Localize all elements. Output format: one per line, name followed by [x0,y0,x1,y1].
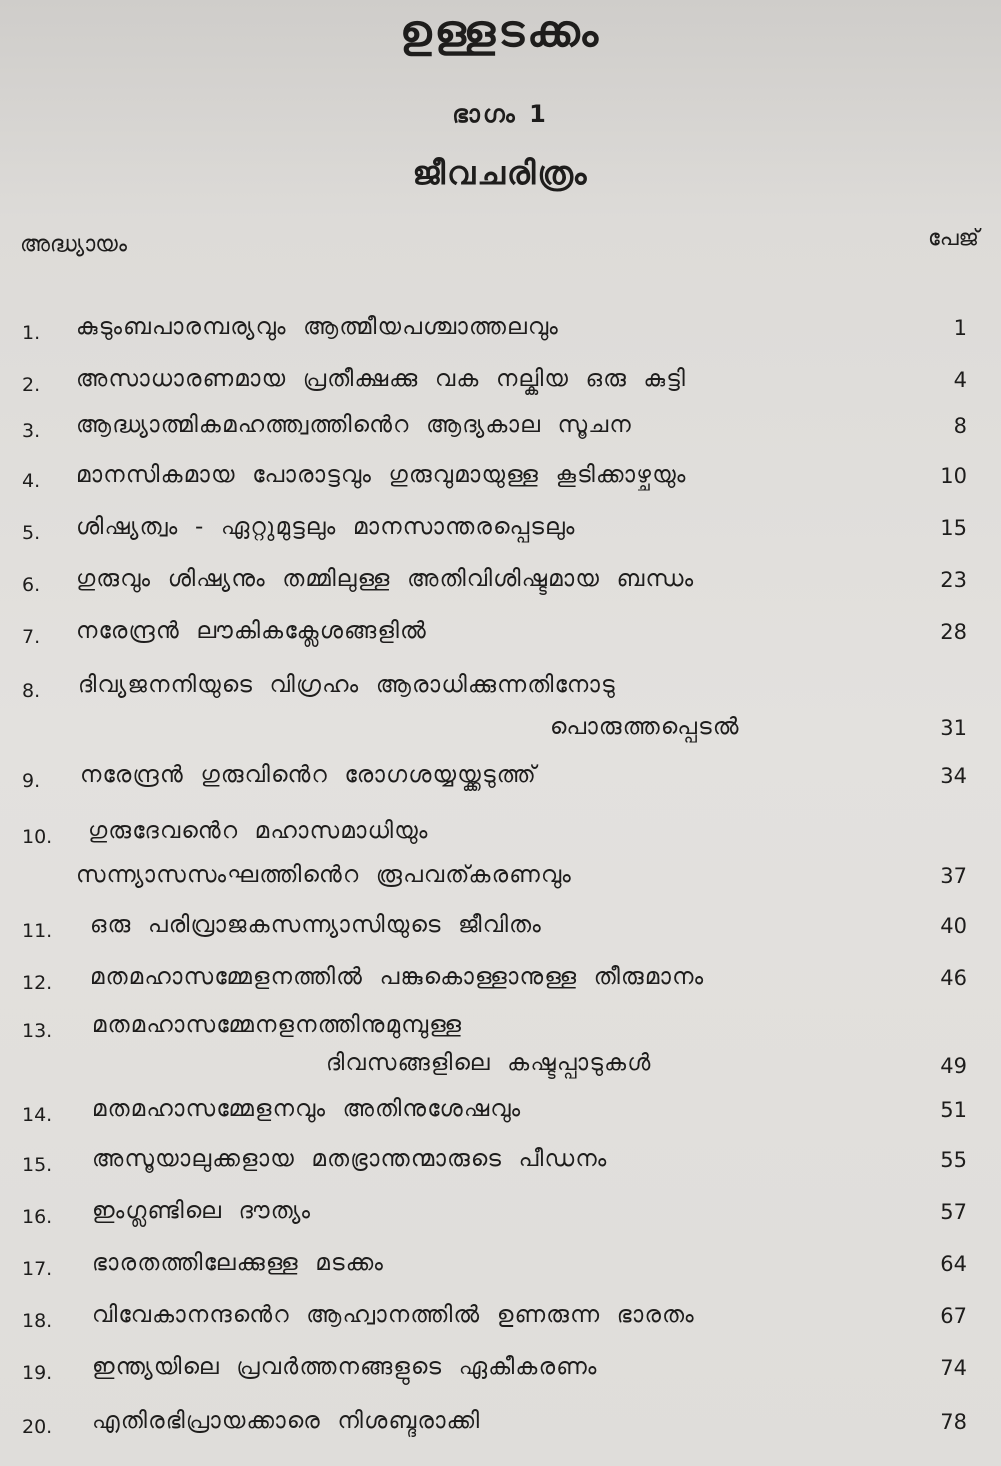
page-number: 15 [940,516,967,540]
chapter-title: അസാധാരണമായ പ്രതീക്ഷക്കു വക നല്കിയ ഒരു കുട്ടി [76,366,687,392]
toc-entry [0,566,1001,606]
chapter-title: നരേന്ദ്രൻ ഗുരുവിൻെറ രോഗശയ്യയ്ക്കടുത്ത് [80,762,537,788]
chapter-title: കുടുംബപാരമ്പര്യവും ആത്മീയപശ്ചാത്തലവും [76,314,559,340]
chapter-title-continued: ദിവസങ്ങളിലെ കഷ്ടപ്പാടുകൾ [326,1050,652,1076]
toc-entry [0,1146,1001,1186]
chapter-number: 18. [22,1310,53,1332]
chapter-title: ഗുരുദേവൻെറ മഹാസമാധിയും [88,818,429,844]
chapter-title-continued: സന്ന്യാസസംഘത്തിൻെറ രൂപവത്കരണവും [76,862,573,888]
toc-entry [0,1302,1001,1342]
page-number: 40 [940,914,967,938]
page-number: 23 [940,568,967,592]
page-number: 8 [953,414,967,438]
toc-entry [0,1096,1001,1136]
page-number: 55 [940,1148,967,1172]
page-number: 1 [953,316,967,340]
chapter-title: ഭാരതത്തിലേക്കുള്ള മടക്കം [92,1250,385,1276]
chapter-number: 20. [22,1416,53,1438]
chapter-number: 5. [22,522,41,544]
chapter-title: വിവേകാനന്ദൻെറ ആഹ്വാനത്തിൽ ഉണരുന്ന ഭാരതം [92,1302,695,1328]
chapter-title: നരേന്ദ്രൻ ലൗകികക്ലേശങ്ങളിൽ [76,618,427,644]
toc-entry [0,912,1001,952]
toc-entry [0,1354,1001,1394]
toc-entry [0,618,1001,658]
chapter-number: 9. [22,770,41,792]
toc-entry [0,462,1001,502]
chapter-title: ഇംഗ്ലണ്ടിലെ ദൗത്യം [92,1198,312,1224]
page-number: 49 [940,1054,967,1078]
chapter-number: 16. [22,1206,53,1228]
chapter-number: 11. [22,920,53,942]
chapter-number: 6. [22,574,41,596]
chapter-number: 8. [22,680,41,702]
page-number: 74 [940,1356,967,1380]
chapter-title: ശിഷ്യത്വം - ഏറ്റുമുട്ടലും മാനസാന്തരപ്പെടലും [76,514,576,540]
chapter-title: മതമഹാസമ്മേളനവും അതിനുശേഷവും [92,1096,522,1122]
chapter-title: മതമഹാസമ്മേളനത്തിൽ പങ്കുകൊള്ളാനുള്ള തീരുമാനം [90,964,705,990]
toc-entry [0,1198,1001,1238]
page-column-header: പേജ് [927,226,979,251]
chapter-number: 15. [22,1154,53,1176]
chapter-title: എതിരഭിപ്രായക്കാരെ നിശബ്ദരാക്കി [92,1408,481,1434]
chapter-number: 1. [22,322,41,344]
toc-entry [0,314,1001,354]
page-number: 46 [940,966,967,990]
section-subtitle: ജീവചരിത്രം [412,154,589,192]
page-number: 31 [940,716,967,740]
chapter-title: ഒരു പരിവ്രാജകസന്ന്യാസിയുടെ ജീവിതം [90,912,542,938]
chapter-title: ഇന്ത്യയിലെ പ്രവർത്തനങ്ങളുടെ ഏകീകരണം [92,1354,598,1380]
chapter-number: 3. [22,420,41,442]
chapter-title: ഗുരുവും ശിഷ്യനും തമ്മിലുള്ള അതിവിശിഷ്ടമായ ബന്ധം [76,566,695,592]
page-number: 64 [940,1252,967,1276]
page-number: 34 [940,764,967,788]
page-title: ഉള്ളടക്കം [399,6,602,57]
toc-entry [0,1250,1001,1290]
chapter-title: മാനസികമായ പോരാട്ടവും ഗുരുവുമായുള്ള കൂടിക്കാഴ്ചയും [76,462,687,488]
chapter-title: മതമഹാസമ്മേനളനത്തിനുമുമ്പുള്ള [92,1012,463,1038]
toc-entry [0,1408,1001,1448]
page-number: 78 [940,1410,967,1434]
chapter-number: 10. [22,826,53,848]
chapter-number: 17. [22,1258,53,1280]
toc-entry [0,818,1001,902]
chapter-title-continued: പൊരുത്തപ്പെടൽ [550,714,740,740]
page-number: 57 [940,1200,967,1224]
toc-entry [0,964,1001,1004]
toc-entry [0,762,1001,802]
chapter-column-header: അദ്ധ്യായം [20,232,127,257]
chapter-title: അസൂയാലുക്കളായ മതഭ്രാന്തന്മാരുടെ പീഡനം [92,1146,608,1172]
toc-entry [0,672,1001,754]
chapter-number: 13. [22,1020,53,1042]
toc-entry [0,1012,1001,1090]
chapter-number: 4. [22,470,41,492]
page-number: 28 [940,620,967,644]
part-heading: ഭാഗം 1 [452,100,549,128]
toc-entry [0,514,1001,554]
chapter-number: 19. [22,1362,53,1384]
page-number: 10 [940,464,967,488]
page-number: 4 [953,368,967,392]
chapter-title: ആദ്ധ്യാത്മികമഹത്ത്വത്തിൻെറ ആദ്യകാല സൂചന [76,412,632,438]
chapter-number: 7. [22,626,41,648]
page-number: 37 [940,864,967,888]
chapter-title: ദിവ്യജനനിയുടെ വിഗ്രഹം ആരാധിക്കുന്നതിനോടു [78,672,616,698]
chapter-number: 2. [22,374,41,396]
toc-entry [0,366,1001,406]
chapter-number: 12. [22,972,53,994]
chapter-number: 14. [22,1104,53,1126]
page-number: 67 [940,1304,967,1328]
page-number: 51 [940,1098,967,1122]
toc-entry [0,412,1001,452]
